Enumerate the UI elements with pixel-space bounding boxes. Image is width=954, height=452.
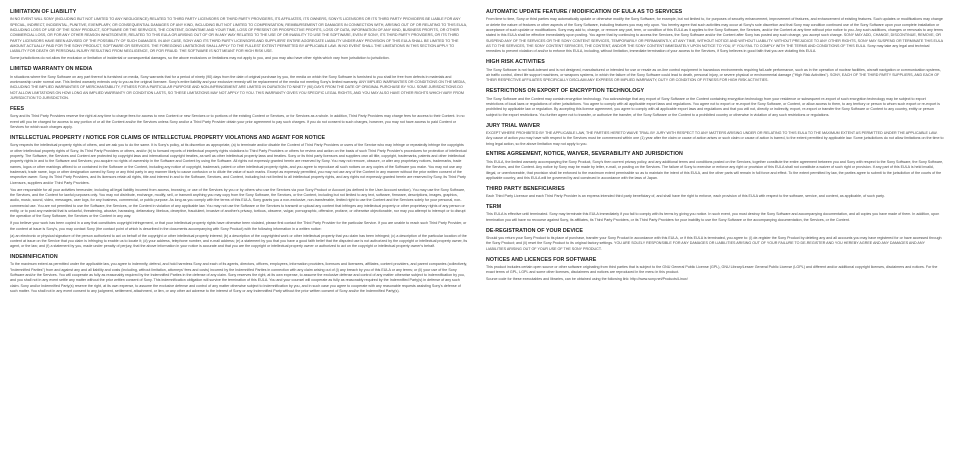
section-paragraph: Some jurisdictions do not allow the exclusion or limitation of incidental or consequential damages, so the above exclusions or limitations may not apply to you, and you may also have other rights which vary from jurisdiction to jurisdiction. <box>10 56 390 61</box>
section-paragraph: In situations where the Sony Software on any part thereof is furnished on media, Sony warrants that for a period of ninety (90) days from the date of original purchase by you, the media on which the Sony Software is furnished to you shall be free from defects in materials and workmanship under normal use. This limited warranty extends only to you as the original licensee. Sony's entire liability and your exclusive remedy will be replacement of the media not meeting Sony's limited warranty. ANY IMPLIED WARRANTIES OR CONDITIONS ON THE MEDIA, INCLUDING THE IMPLIED WARRANTIES OF MERCHANTABILITY, FITNESS FOR A PARTICULAR PURPOSE AND NON-INFRINGEMENT ARE LIMITED IN DURATION TO NINETY (90) DAYS FROM THE DATE OF ORIGINAL PURCHASE BY YOU. SOME JURISDICTIONS DO NOT ALLOW LIMITATIONS ON HOW LONG AN IMPLIED WARRANTY OR CONDITION LASTS, SO THESE LIMITATIONS MAY NOT APPLY TO YOU. THIS WARRANTY GIVES YOU SPECIFIC LEGAL RIGHTS, AND YOU MAY ALSO HAVE OTHER RIGHTS WHICH VARY FROM JURISDICTION TO JURISDICTION. <box>10 74 466 101</box>
section-paragraph: Each Third Party Licensor and each Third Party Provider is an express intended third party beneficiary of, and shall have the right to enforce, each provision of this EULA with respect to the software, service, and content, as applicable, of such party. <box>486 194 885 199</box>
section-term <box>486 204 944 223</box>
section-paragraph: Source code for these executables and libraries, can be obtained using the following link: http://www.sony.net/Products/Linux/ <box>486 277 688 282</box>
section-intellectual-property-notice-for-claims- <box>10 135 468 250</box>
section-paragraph: From time to time, Sony or third parties may automatically update or otherwise modify the Sony Software, for example, but not limited to, for purposes of security enhancement, improvement of features, and enhancement of existing features. Such updates or modifications may change or delete the nature of features or other aspects of the Sony Software, including features you may rely upon. You hereby agree that such activities may occur at Sony's sole discretion and that Sony may condition continued use of the Sony Software upon your complete installation or acceptance of such update or modifications. Sony may add to, change, or remove any part, term, or condition of this EULA as it applies to the Sony Software, the Services, and/or the Content at any time without prior notice to you. Any such additions, changes or removals to any terms stated in this EULA shall be effective immediately upon posting. You agree that by continuing to access the Services, the Sony Software and/or the Content after Sony has posted any such change, you accept such change. SONY MAY ADD, CHANGE, DISCONTINUE, REMOVE, OR SUSPEND ANY OF THE SERVICES OR THE SONY CONTENT SERVICES, TEMPORARILY OR PERMANENTLY, AT ANY TIME, WITHOUT NOTICE AND WITHOUT LIABILITY. WITHOUT PREJUDICE TO ANY OTHER RIGHTS, SONY MAY SUSPEND OR TERMINATE THIS EULA AS TO THE SERVICES, THE SONY CONTENT SERVICES, THE CONTENT, AND/OR THE SONY CONTENT IMMEDIATELY UPON NOTICE TO YOU, IF YOU FAIL TO COMPLY WITH THE TERMS AND CONDITIONS OF THIS EULA. Sony may take any legal and technical remedies to prevent violation of and/or to enforce this EULA, including, without limitation, immediate termination of your access to the Services, if Sony believes in good faith that you are violating this EULA. <box>486 17 943 54</box>
right-column <box>486 9 944 452</box>
section-heading: AUTOMATIC UPDATE FEATURE / MODIFICATION OF EULA AS TO SERVICES <box>486 9 683 15</box>
section-heading: INTELLECTUAL PROPERTY / NOTICE FOR CLAIMS OF INTELLECTUAL PROPERTY VIOLATIONS AND AGENT FOR NOTICE <box>10 134 326 141</box>
section-high-risk-activities <box>486 59 944 83</box>
section-paragraph: IN NO EVENT WILL SONY (INCLUDING BUT NOT LIMITED TO ANY NEGLIGENCE) RELATED TO THIRD PARTY LICENSORS OR THIRD PARTY PROVIDERS, ITS AFFILIATES, ITS OWNERS, SONY'S LICENSORS OR ITS THIRD PARTY PROVIDERS BE LIABLE FOR ANY SPECIAL, INDIRECT, INCIDENTAL, PUNITIVE, EXEMPLARY, OR CONSEQUENTIAL DAMAGES OF ANY KIND, INCLUDING BUT NOT LIMITED TO COMPENSATION, REIMBURSEMENT OR DAMAGES IN CONNECTION WITH, ARISING OUT OF OR RELATING TO THIS EULA, INCLUDING LOSS OF USE OF THE SONY PRODUCT, SOFTWARE OR THE SERVICES, THE CONTENT, DOWNTIME AND YOUR TIME, LOSS OF PRESENT OR PROSPECTIVE PROFITS, LOSS OF DATA, INFORMATION OF ANY KIND, BUSINESS PROFITS, OR OTHER COMMERCIAL LOSS, OR FOR ANY OTHER REASON WHATSOEVER, RELATED TO THIS EULA OR ARISING OUT OF OR IN ANY WAY RELATED TO THE USE OF OR INABILITY TO USE THE SOFTWARE, EVEN IF SONY, ITS THIRD PARTY PROVIDERS, OR ITS THIRD PARTY LICENSORS HAVE BEEN ADVISED OF THE POSSIBILITY OF SUCH DAMAGES. IN ANY CASE, SONY AND ITS THIRD PARTY LICENSORS AND SUPPLIERS' ENTIRE AGGREGATE LIABILITY UNDER ANY PROVISION OF THIS EULA SHALL BE LIMITED TO THE AMOUNT ACTUALLY PAID FOR THE SONY PRODUCT, SOFTWARE OR SERVICES. THE FOREGOING LIMITATIONS SHALL APPLY TO THE FULLEST EXTENT PERMITTED BY APPLICABLE LAW. IN NO EVENT SHALL THE LIMITATIONS IN THIS SECTION APPLY TO LIABILITY FOR DEATH OR PERSONAL INJURY RESULTING FROM NEGLIGENCE, OR FOR FRAUD. THE SOFTWARE IS NOT MEANT FOR HIGH RISK USE. <box>10 17 468 54</box>
section-heading: DE-REGISTRATION OF YOUR DEVICE <box>486 227 583 234</box>
section-fees <box>10 106 468 130</box>
section-heading: LIMITED WARRANTY ON MEDIA <box>10 66 93 73</box>
section-limitation-of-liability <box>10 9 468 62</box>
section-indemnification <box>10 254 468 294</box>
section-paragraph: EXCEPT WHERE PROHIBITED BY THE APPLICABLE LAW, THE PARTIES HERETO WAIVE TRIAL BY JURY WITH RESPECT TO ANY MATTERS ARISING UNDER OR RELATING TO THIS EULA TO THE MAXIMUM EXTENT AS PERMITTED UNDER THE APPLICABLE LAW. Any cause of action you may have with respect to the Services must be commenced within one (1) year after the claim or cause of action arises or such claim or cause of action is barred, to the extent permitted by applicable law. Some jurisdictions do not allow limitations on the time to bring legal action, so the above limitation may not apply to you. <box>486 130 944 146</box>
section-automatic-update-feature-modification-of <box>486 9 944 55</box>
section-heading: TERM <box>486 204 502 210</box>
section-heading: NOTICES AND LICENCES FOR SOFTWARE <box>486 256 597 263</box>
section-heading: ENTIRE AGREEMENT, NOTICE, WAIVER, SEVERABILITY AND JURISDICTION <box>486 151 683 158</box>
section-paragraph: Should you return your Sony Product to its place of purchase, transfer your Sony Product in accordance with this EULA, or if this EULA is terminated, you agree to: (i) de-register the Sony Product by deleting any and all accounts you may have registered for or have accessed through the Sony Product; and (ii) reset the Sony Product to its original factory settings. YOU ARE SOLELY RESPONSIBLE FOR ANY DAMAGES OR LIABILITIES ARISING OUT OF YOUR FAILURE TO DE-REGISTER AND YOU HEREBY AGREE AND ANY DAMAGES AND ANY LIABILITIES ARISING OUT OF YOUR USE OF THE SONY PRODUCT. <box>486 236 942 251</box>
section-heading: LIMITATION OF LIABILITY <box>10 9 77 15</box>
section-heading: HIGH RISK ACTIVITIES <box>486 59 545 66</box>
section-heading: JURY TRIAL WAIVER <box>486 122 541 129</box>
section-paragraph: This product includes certain open source or other software originating from third parties that is subject to the GNU General Public License (GPL), GNU Library/Lesser General Public License (LGPL) and different and/or additional copyright licenses, disclaimers and notices. For the exact terms of GPL, LGPL and some other licenses, disclaimers and notices are reproduced in the menu in this product. <box>486 264 938 275</box>
section-heading: INDEMNIFICATION <box>10 254 58 261</box>
section-third-party-beneficiaries <box>486 186 944 200</box>
section-notices-and-licences-for-software <box>486 257 944 283</box>
section-heading: THIRD PARTY BENEFICIARIES <box>486 185 565 192</box>
section-paragraph: If you believe your work has been copied in a way that constitutes copyright infringement, or that your intellectual property rights have otherwise been violated, please first contact the Third Party Provider for the particular Service. If you are unable to reach such Third Party Provider, or the content at issue is Sony's, you may contact Sony (the contact point of which is described in the documents accompanying with Sony Product) with the following information in a written notice: <box>10 221 467 231</box>
section-de-registration-of-your-device <box>486 228 944 252</box>
section-paragraph: The Sony Software and the Content may contain encryption technology. You acknowledge that any export of Sony Software or the Content containing encryption technology from your residence or subsequent re-export of such encryption technology may be subject to export restrictions of local laws or regulations of other jurisdictions. You agree to comply with all applicable export laws and regulations. You agree not to export or re-export the Sony Software, or Content, or allow access to them, to any territory or person to whom such export or re-export is prohibited by applicable law or regulation. By accepting this license agreement, you agree to comply with all applicable export laws and regulations and that you will not, directly or indirectly, export, re-export or transfer the Sony Software or Content to any country, entity or person subject to the export restrictions. You further agree not to transfer, or authorize the transfer, of the Sony Software or the Content to a prohibited country or otherwise in violation of any such restrictions or regulations. <box>486 96 940 117</box>
section-heading: RESTRICTIONS ON EXPORT OF ENCRYPTION TECHNOLOGY <box>486 88 645 95</box>
section-paragraph: The Sony Software is not fault-tolerant and is not designed, manufactured or intended for use or resale as on-line control equipment in hazardous environments requiring fail-safe performance, such as in the operation of nuclear facilities, aircraft navigation or communication systems, air traffic control, direct life support machines, or weapons systems, in which the failure of the Sony Software could lead to death, personal injury, or severe physical or environmental damage ("High Risk Activities"). SONY, EACH OF THE THIRD PARTY SUPPLIERS, AND EACH OF THEIR RESPECTIVE AFFILIATES SPECIFICALLY DISCLAIM ANY EXPRESS OR IMPLIED WARRANTY, DUTY OR CONDITION OF FITNESS FOR HIGH RISK ACTIVITIES. <box>486 67 941 83</box>
section-paragraph: This EULA is effective until terminated. Sony may terminate this EULA immediately if you fail to comply with its terms by giving you notice. In such event, you must destroy the Sony Software and accompanying documentation, and all copies you have made of them. In addition, upon termination you will have no recourse against Sony, its affiliates, its Third Party Providers, or its Third Party Providers for your inability to use the Sony Software or the accompanying documentation, the Services, or the Content. <box>486 212 940 222</box>
section-entire-agreement-notice-waiver-severabil <box>486 151 944 181</box>
section-paragraph: (a) an electronic or physical signature of the person authorized to act on behalf of the copyright or other intellectual property interest; (b) a description of the copyrighted work or other intellectual property that you claim has been infringed; (c) a description of the particular location of the content at issue on the Service that you claim is infringing to enable us to locate it; (d) your address, telephone number, and e-mail address; (e) a statement by you that you have a good faith belief that the disputed use is not authorized by the copyright or intellectual property owner, its agent, or the law; and (f) a statement by you, made under penalty of perjury, that the above information in your notice is accurate and that you are the copyright or intellectual property owner or authorized to act on the copyright or intellectual property owner's behalf. <box>10 233 468 249</box>
section-restrictions-on-export-of-encryption-tec <box>486 88 944 118</box>
section-paragraph: This EULA, the limited warranty accompanying the Sony Product, Sony's then current privacy policy, and any additional terms and conditions posted on the Services, together constitute the entire agreement between you and Sony with respect to the Sony Software, the Sony Software, the Services, and the Content. Any notice by Sony may be made by letter, e-mail, or posting on the Services. The failure of Sony to exercise or enforce any right or provision of this EULA shall not constitute a waiver of such right or provision. If any part of this EULA is held invalid, illegal, or unenforceable, that provision shall be enforced to the maximum extent permissible so as to maintain the intent of this EULA, and the other parts will remain in full force and effect. To the extent permitted by law, the parties agree to submit to the jurisdiction of the courts of the applicable country, and this EULA will be governed by and construed in accordance with the laws of Japan. <box>486 159 944 180</box>
left-column <box>10 9 468 452</box>
section-paragraph: Sony respects the intellectual property rights of others, and we ask you to do the same. It is Sony's policy, at its discretion as appropriate, (a) to terminate and/or disable the Content of Third Party Providers or users of the Service who may infringe or repeatedly infringe the copyrights or other intellectual property rights of Sony, its Third Party Providers or others, and/or (b) to forward reports of intellectual property rights violations to Third Party Providers or others for review and action on the basis of such Third Party Provider's procedures for protection of intellectual property. The Software, the Services and Content are protected by copyright laws and international copyright treaties, as well as other intellectual property laws and treaties. Sony or its third party licensors and suppliers own all title, copyright, trademarks, patents and other intellectual property rights in and to the Software and Services; you acquire no rights of ownership in the Software and Content by using the Software. All rights not expressly granted herein are reserved by Sony. You may not remove, obscure, or alter any proprietary notices, trademarks, trade names, logos or other markings affixed to or contained in the Software or the Content, including any notice of copyright, trademark, patent or other intellectual property rights, and you agree to reproduce all such notices on any copies of the Software you make. You may not use any trademark, trade name, logo or other designation owned by Sony or any third party in any manner likely to cause confusion or to dilute the value of such marks. Except as expressly permitted, you may not use any of the Content in any manner without the prior written consent of the respective owner. Sony, its Third Party Providers, and its licensors retain all rights, title and interest in and to the Software, Services, and Content, including but not limited to all intellectual property rights, and any rights not expressly granted herein are reserved by Sony, its Third Party Licensors, suppliers and/or Third Party Providers. <box>10 143 467 185</box>
section-jury-trial-waiver <box>486 123 944 147</box>
section-limited-warranty-on-media <box>10 66 468 101</box>
section-paragraph: You are responsible for all your activities hereunder, including all legal liability incurred from access, browsing, or use of the Services by you or by others who use the Services via your Sony Product or Account (as defined in the User Account section). You may use the Sony Software, the Services, and the Content for lawful purposes only. You may not distribute, exchange, modify, sell, or transmit anything you may copy from the Sony Software, the Services, or the Content, including but not limited to any text, software, firmware, descriptions, images, graphics, audio, music, sound, video, messages, user logs, for any business, commercial, or public purpose. As long as you comply with the terms of this EULA, Sony grants you a non-exclusive, non-transferable, limited right to use the Content and the Services solely for your personal, non-commercial use. You are not permitted to use the Software, the Services, or the Content in violation of any applicable law. You may not use the Software or the Services to transmit or upload any content that infringes any intellectual property or other proprietary rights of any person or entity, or to post any material that is unlawful, threatening, abusive, harassing, defamatory, libelous, deceptive, fraudulent, invasive of another's privacy, tortious, obscene, vulgar, pornographic, offensive, profane, or otherwise objectionable, nor may you attempt to interrupt or to disrupt the operation of the Sony Software, the Services or the Content in any way. <box>10 187 466 219</box>
section-paragraph: To the maximum extent as permitted under the applicable law, you agree to indemnify, defend, and hold harmless Sony and each of its agents, directors, officers, employees, information providers, licensors and licensees, affiliates, content providers, and parent companies (collectively, "Indemnified Parties") from and against any and all liability and costs (including, without limitation, attorneys' fees and costs) incurred by the Indemnified Parties in connection with any claim arising out of (i) any breach by you of this EULA or any terms; or (ii) your use of the Sony Software and/or the Services. You will cooperate as fully as reasonably required by the Indemnified Parties in the defense of any claim. Sony reserves the right, at its own expense, to assume the exclusive defense and control of any matter otherwise subject to indemnification by you, and you shall not in any event settle any matter without the prior written consent of Sony. This indemnification obligation will survive the termination of this EULA. You and your counsel will cooperate as fully as reasonably required by the Indemnified Party(s) in defense of any such claim. Sony and/or Indemnified Party(s) reserve the right, at its own expense, to assume the exclusive defense and control of any matter otherwise subject to indemnification by you, and in such case you agree to cooperate with any reasonable requests assisting Sony's defense of such matter. You shall not in any event consent to any judgment, settlement, attachment, or lien, or any other act adverse to the interest of Sony or any Indemnified Party without the prior written consent of Sony and/or the Indemnified Party(s). <box>10 262 468 294</box>
section-paragraph: Sony and its Third Party Providers reserve the right at any time to charge fees for access to new Content or new Services or to portions of the existing Content or Services, or for Services as a whole. In addition, Third Party Providers may charge fees for access to their Content. In no event will you be charged for access to any portion of or all the Content and/or the Services unless Sony and/or a Third Party Provider obtain your prior agreement to pay such charges. If you do not consent to such charges, however, you may not have access to paid Content or Services for which such charges apply. <box>10 114 465 129</box>
section-heading: FEES <box>10 105 25 112</box>
